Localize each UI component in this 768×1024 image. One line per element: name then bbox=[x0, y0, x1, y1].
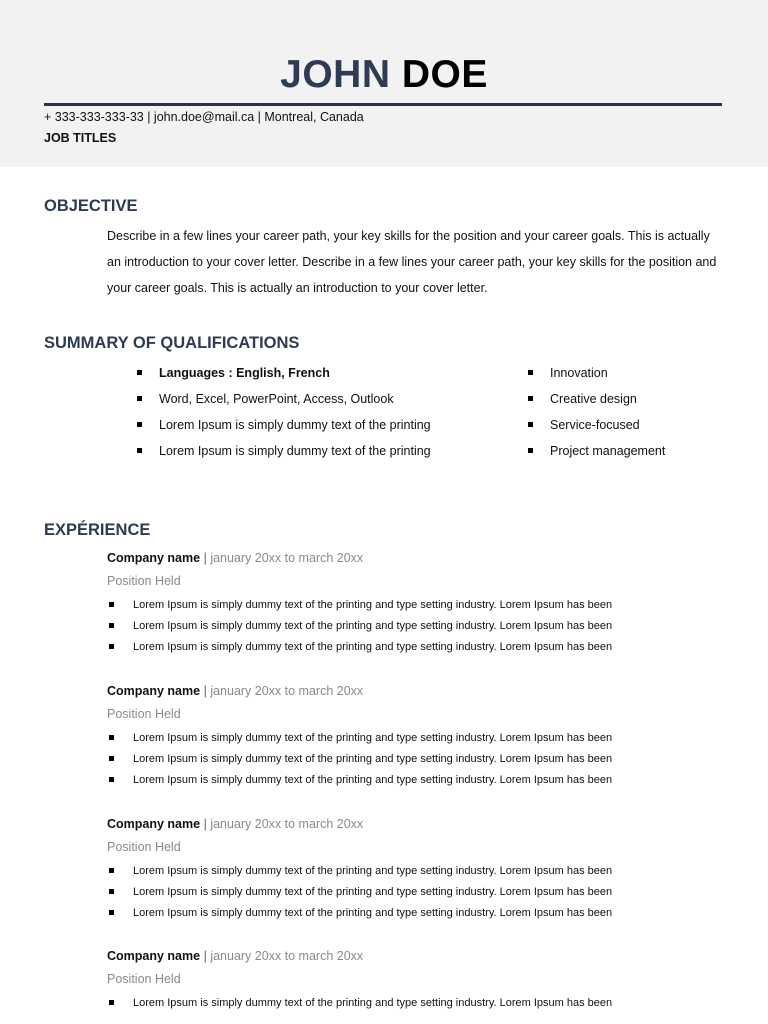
bullet-icon bbox=[109, 1000, 114, 1005]
duty-text: Lorem Ipsum is simply dummy text of the printing and type setting industry. Lorem Ipsum has been bbox=[133, 599, 613, 611]
header-divider bbox=[44, 103, 722, 106]
qualification-text: Service-focused bbox=[550, 418, 640, 432]
experience-header bbox=[107, 948, 727, 964]
bullet-icon bbox=[109, 602, 114, 607]
qualification-text: Project management bbox=[550, 444, 666, 458]
bullet-icon bbox=[109, 623, 114, 628]
objective-heading: OBJECTIVE bbox=[44, 197, 138, 215]
duty-text: Lorem Ipsum is simply dummy text of the printing and type setting industry. Lorem Ipsum has been bbox=[133, 774, 613, 786]
qualification-text: Languages : English, French bbox=[159, 366, 330, 380]
position-held: Position Held bbox=[107, 972, 181, 986]
bullet-icon bbox=[137, 396, 142, 401]
list-item bbox=[107, 861, 727, 882]
bullet-icon bbox=[109, 644, 114, 649]
bullet-icon bbox=[528, 422, 533, 427]
qualifications-list-left bbox=[137, 360, 431, 464]
experience-header bbox=[107, 683, 727, 699]
list-item bbox=[107, 749, 727, 770]
list-item bbox=[528, 386, 665, 412]
qualifications-list-right bbox=[528, 360, 665, 464]
duty-text: Lorem Ipsum is simply dummy text of the printing and type setting industry. Lorem Ipsum has been bbox=[133, 732, 613, 744]
bullet-icon bbox=[528, 370, 533, 375]
duties-list bbox=[107, 595, 727, 658]
list-item bbox=[528, 360, 665, 386]
list-item bbox=[137, 412, 431, 438]
duty-text: Lorem Ipsum is simply dummy text of the printing and type setting industry. Lorem Ipsum has been bbox=[133, 865, 613, 877]
company-name: Company name bbox=[107, 684, 201, 698]
list-item bbox=[107, 903, 727, 924]
qualification-text: Lorem Ipsum is simply dummy text of the printing bbox=[159, 418, 431, 432]
position-held: Position Held bbox=[107, 574, 181, 588]
position-held: Position Held bbox=[107, 707, 181, 721]
duties-list bbox=[107, 861, 727, 924]
qualification-text: Word, Excel, PowerPoint, Access, Outlook bbox=[159, 392, 394, 406]
duty-text: Lorem Ipsum is simply dummy text of the printing and type setting industry. Lorem Ipsum has been bbox=[133, 907, 613, 919]
bullet-icon bbox=[528, 396, 533, 401]
experience-header bbox=[107, 550, 727, 566]
qualification-text: Innovation bbox=[550, 366, 608, 380]
first-name: JOHN bbox=[280, 53, 391, 96]
qualifications-heading: SUMMARY OF QUALIFICATIONS bbox=[44, 334, 300, 352]
separator: | bbox=[203, 551, 207, 565]
duty-text: Lorem Ipsum is simply dummy text of the printing and type setting industry. Lorem Ipsum has been bbox=[133, 753, 613, 765]
bullet-icon bbox=[109, 889, 114, 894]
duties-list bbox=[107, 993, 727, 1014]
list-item bbox=[137, 360, 431, 386]
list-item bbox=[528, 412, 665, 438]
company-name: Company name bbox=[107, 551, 201, 565]
experience-entry bbox=[107, 550, 727, 658]
bullet-icon bbox=[109, 868, 114, 873]
job-titles: JOB TITLES bbox=[44, 131, 117, 145]
bullet-icon bbox=[137, 422, 142, 427]
list-item bbox=[107, 637, 727, 658]
employment-dates: january 20xx to march 20xx bbox=[210, 684, 364, 698]
objective-text: Describe in a few lines your career path, your key skills for the position and your career goals. This is actually an introduction to your cover letter. Describe in a few lines your career path, your key skills for the position and your career goals. This is actually an introduction to your cover letter. bbox=[107, 229, 717, 295]
experience-header bbox=[107, 816, 727, 832]
bullet-icon bbox=[137, 370, 142, 375]
experience-entry bbox=[107, 816, 727, 924]
qualification-text: Creative design bbox=[550, 392, 637, 406]
last-name: DOE bbox=[401, 53, 488, 96]
bullet-icon bbox=[528, 448, 533, 453]
separator: | bbox=[203, 684, 207, 698]
duties-list bbox=[107, 728, 727, 791]
duty-text: Lorem Ipsum is simply dummy text of the printing and type setting industry. Lorem Ipsum has been bbox=[133, 620, 613, 632]
list-item bbox=[107, 993, 727, 1014]
list-item bbox=[107, 728, 727, 749]
duty-text: Lorem Ipsum is simply dummy text of the printing and type setting industry. Lorem Ipsum has been bbox=[133, 997, 613, 1009]
list-item bbox=[137, 386, 431, 412]
duty-text: Lorem Ipsum is simply dummy text of the printing and type setting industry. Lorem Ipsum has been bbox=[133, 641, 613, 653]
list-item bbox=[107, 595, 727, 616]
qualification-text: Lorem Ipsum is simply dummy text of the printing bbox=[159, 444, 431, 458]
employment-dates: january 20xx to march 20xx bbox=[210, 949, 364, 963]
experience-entry bbox=[107, 948, 727, 1014]
employment-dates: january 20xx to march 20xx bbox=[210, 817, 364, 831]
bullet-icon bbox=[109, 777, 114, 782]
company-name: Company name bbox=[107, 817, 201, 831]
employment-dates: january 20xx to march 20xx bbox=[210, 551, 364, 565]
candidate-name bbox=[0, 52, 768, 98]
contact-line: + 333-333-333-33 | john.doe@mail.ca | Montreal, Canada bbox=[44, 110, 364, 124]
experience-entry bbox=[107, 683, 727, 791]
duty-text: Lorem Ipsum is simply dummy text of the printing and type setting industry. Lorem Ipsum has been bbox=[133, 886, 613, 898]
bullet-icon bbox=[137, 448, 142, 453]
company-name: Company name bbox=[107, 949, 201, 963]
list-item bbox=[107, 770, 727, 791]
list-item bbox=[107, 882, 727, 903]
separator: | bbox=[203, 949, 207, 963]
list-item bbox=[137, 438, 431, 464]
experience-heading: EXPÉRIENCE bbox=[44, 521, 151, 539]
list-item bbox=[107, 616, 727, 637]
bullet-icon bbox=[109, 756, 114, 761]
bullet-icon bbox=[109, 910, 114, 915]
bullet-icon bbox=[109, 735, 114, 740]
position-held: Position Held bbox=[107, 840, 181, 854]
list-item bbox=[528, 438, 665, 464]
separator: | bbox=[203, 817, 207, 831]
